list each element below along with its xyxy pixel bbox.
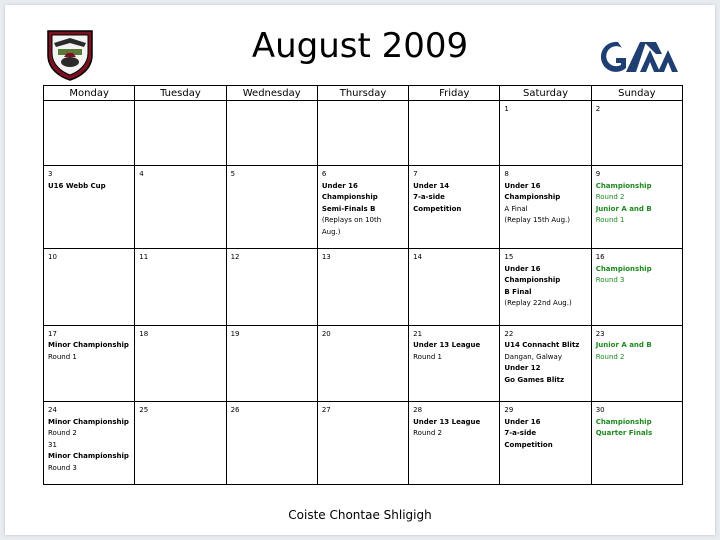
weekday-header-sunday: Sunday	[591, 86, 682, 101]
event-line: Go Games Blitz	[504, 375, 565, 384]
calendar-day-cell	[409, 249, 500, 325]
event-line: Under 16	[321, 181, 358, 190]
event-line: Championship	[321, 193, 378, 202]
event-line: Minor Championship	[48, 341, 129, 350]
weekday-header-thursday: Thursday	[317, 86, 408, 101]
calendar-day-cell	[500, 325, 591, 401]
day-number: 17	[48, 329, 57, 338]
event-line: Under 16	[504, 264, 541, 273]
day-number: 26	[230, 406, 240, 415]
day-number: 5	[230, 170, 236, 179]
calendar-week-row	[44, 166, 683, 249]
calendar-day-cell	[226, 249, 317, 325]
calendar-day-cell	[500, 166, 591, 249]
event-line: (Replays on 10th	[321, 216, 382, 225]
event-line: Round 1	[595, 216, 625, 225]
day-number: 21	[413, 329, 423, 338]
day-number: 15	[504, 253, 514, 262]
event-line: 7-a-side	[413, 193, 445, 202]
calendar-week-row	[44, 249, 683, 325]
event-line: Under 13 League	[413, 417, 481, 426]
calendar-day-cell	[409, 325, 500, 401]
calendar-day-cell	[135, 249, 226, 325]
calendar-week-row	[44, 402, 683, 485]
calendar-day-cell	[317, 166, 408, 249]
calendar-week-row	[44, 101, 683, 166]
event-line: Championship	[595, 264, 652, 273]
event-line: Under 13 League	[413, 341, 481, 350]
weekday-header-monday: Monday	[44, 86, 135, 101]
event-line: Round 2	[48, 429, 77, 438]
calendar-day-cell	[317, 325, 408, 401]
event-line: Junior A and B	[595, 341, 652, 350]
day-number: 19	[230, 329, 240, 338]
calendar-day-cell	[591, 166, 682, 249]
calendar-day-cell	[591, 249, 682, 325]
calendar-day-cell	[591, 101, 682, 166]
event-line: (Replay 22nd Aug.)	[504, 299, 572, 308]
calendar-day-cell	[591, 402, 682, 485]
event-line: Round 2	[595, 352, 625, 361]
event-line: Championship	[504, 276, 561, 285]
event-line: Under 12	[504, 364, 541, 373]
weekday-header-saturday: Saturday	[500, 86, 591, 101]
day-number: 24	[48, 406, 57, 415]
calendar-day-cell	[44, 101, 135, 166]
event-line: Round 1	[48, 352, 77, 361]
calendar-day-cell	[317, 402, 408, 485]
calendar-day-cell	[226, 325, 317, 401]
weekday-header-wednesday: Wednesday	[226, 86, 317, 101]
event-line: Semi-Finals B	[321, 204, 376, 213]
event-line: Competition	[413, 204, 462, 213]
calendar-day-cell	[500, 101, 591, 166]
day-number: 6	[321, 170, 327, 179]
event-line: Round 3	[48, 463, 77, 472]
calendar-day-cell	[44, 249, 135, 325]
calendar-day-cell	[44, 325, 135, 401]
day-number: 3	[48, 170, 53, 179]
calendar-day-cell	[226, 101, 317, 166]
event-line: 31	[48, 440, 57, 449]
day-number: 1	[504, 105, 509, 113]
event-line: (Replay 15th Aug.)	[504, 216, 570, 225]
weekday-header-friday: Friday	[409, 86, 500, 101]
day-number: 16	[595, 253, 605, 262]
event-line: U16 Webb Cup	[48, 181, 106, 190]
event-line: A Final	[504, 204, 528, 213]
event-line: Championship	[504, 193, 561, 202]
event-line: Round 3	[595, 276, 625, 285]
calendar-day-cell	[226, 166, 317, 249]
event-line: Round 2	[595, 193, 625, 202]
event-line: Junior A and B	[595, 204, 652, 213]
event-line: Quarter Finals	[595, 429, 653, 438]
day-number: 28	[413, 406, 423, 415]
weekday-header-row	[44, 86, 683, 101]
day-number: 22	[504, 329, 514, 338]
day-number: 30	[595, 406, 605, 415]
calendar-day-cell	[317, 249, 408, 325]
event-line: Under 14	[413, 181, 450, 190]
calendar-day-cell	[226, 402, 317, 485]
calendar-week-row	[44, 325, 683, 401]
day-number: 11	[139, 253, 149, 262]
footer-text: Coiste Chontae Shligigh	[288, 508, 432, 522]
day-number: 18	[139, 329, 149, 338]
event-line: Championship	[595, 181, 652, 190]
event-line: B Final	[504, 287, 532, 296]
event-line: U14 Connacht Blitz	[504, 341, 580, 350]
event-line: Round 2	[413, 429, 442, 438]
calendar-day-cell	[591, 325, 682, 401]
calendar-day-cell	[135, 402, 226, 485]
event-line: Competition	[504, 440, 553, 449]
calendar-day-cell	[135, 166, 226, 249]
calendar-day-cell	[500, 402, 591, 485]
day-number: 4	[139, 170, 144, 179]
day-number: 25	[139, 406, 149, 415]
day-number: 10	[48, 253, 57, 262]
page-title: August 2009	[251, 26, 469, 66]
calendar-day-cell	[500, 249, 591, 325]
event-line: Round 1	[413, 352, 442, 361]
day-number: 13	[321, 253, 331, 262]
day-number: 20	[321, 329, 331, 338]
event-line: Aug.)	[321, 227, 341, 236]
event-line: 7-a-side	[504, 429, 537, 438]
calendar-day-cell	[135, 325, 226, 401]
calendar-day-cell	[135, 101, 226, 166]
event-line: Minor Championship	[48, 417, 129, 426]
day-number: 7	[413, 170, 418, 179]
day-number: 2	[595, 105, 601, 113]
event-line: Under 16	[504, 181, 541, 190]
day-number: 14	[413, 253, 423, 262]
day-number: 29	[504, 406, 514, 415]
day-number: 8	[504, 170, 509, 179]
calendar-day-cell	[44, 166, 135, 249]
calendar-day-cell	[409, 166, 500, 249]
event-line: Under 16	[504, 417, 541, 426]
day-number: 27	[321, 406, 331, 415]
calendar-table	[43, 85, 683, 485]
weekday-header-tuesday: Tuesday	[135, 86, 226, 101]
day-number: 23	[595, 329, 605, 338]
calendar-day-cell	[409, 402, 500, 485]
calendar-day-cell	[409, 101, 500, 166]
event-line: Dangan, Galway	[504, 352, 562, 361]
day-number: 12	[230, 253, 240, 262]
calendar-day-cell	[317, 101, 408, 166]
calendar-body	[44, 101, 683, 485]
event-line: Championship	[595, 417, 652, 426]
day-number: 9	[595, 170, 601, 179]
event-line: Minor Championship	[48, 452, 129, 461]
calendar-day-cell	[44, 402, 135, 485]
gaa-logo-icon	[596, 38, 686, 76]
